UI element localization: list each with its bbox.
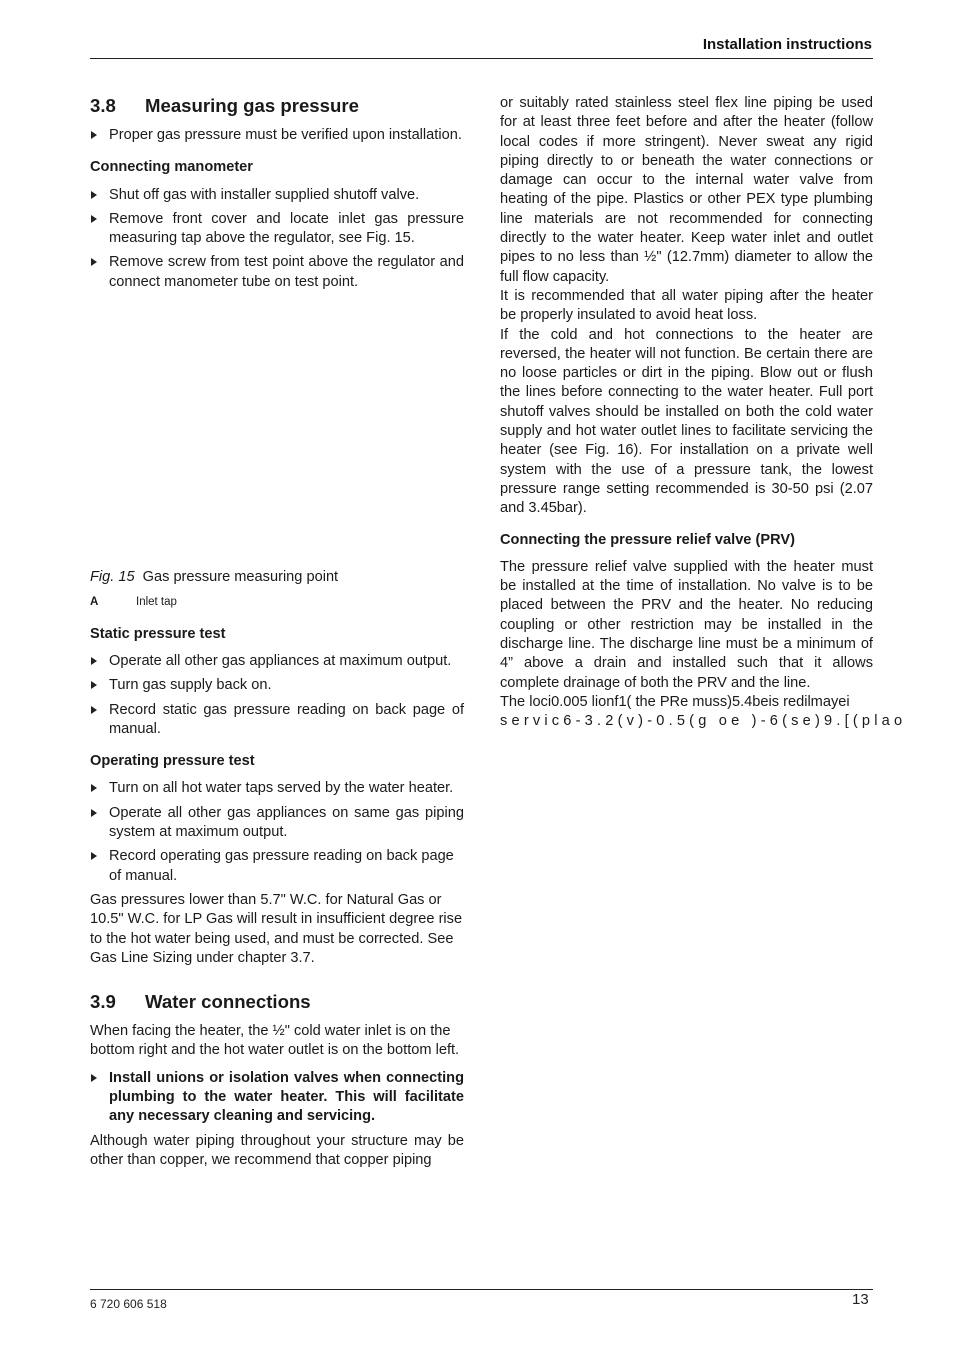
prv-paragraph: The pressure relief valve supplied with the heater must be installed at the time of installation. No valve is to be placed between the PRV and the heater. No reducing coupling or other restriction may be installed in the discharge line. The discharge line must be a minimum of 4” above a drain and installed such that it allows complete drainage of both the PRV and the line. (500, 558, 873, 691)
bullet-arrow-icon (91, 131, 97, 139)
bullet-list (90, 186, 464, 292)
legend-text: Inlet tap (136, 596, 177, 609)
list-item: Operate all other gas appliances at maximum output. (90, 652, 464, 671)
bullet-arrow-icon (91, 784, 97, 792)
bullet-arrow-icon (91, 1074, 97, 1082)
garbled-text-line: The loci0.005 lionf1( the PRe muss)5.4beis redilmayei (500, 693, 850, 710)
figure-label: Fig. 15 (90, 569, 135, 586)
list-item: Shut off gas with installer supplied shutoff valve. (90, 186, 464, 205)
figure-placeholder (90, 297, 464, 568)
subheading-operating-pressure-test: Operating pressure test (90, 753, 255, 770)
section-3-9-heading (90, 990, 464, 1014)
bullet-arrow-icon (91, 258, 97, 266)
left-column (90, 94, 464, 1170)
bullet-list (90, 652, 464, 739)
legend-key: A (90, 596, 99, 609)
bullet-list (90, 1069, 464, 1127)
copper-piping-paragraph: Although water piping throughout your structure may be other than copper, we recommend that copper piping (90, 1132, 464, 1168)
page-number: 13 (852, 1291, 869, 1308)
piping-paragraph: or suitably rated stainless steel flex line piping be used for at least three feet before and after the heater (follow local codes if more stringent). Never sweat any rigid piping directly to or beneath the water connections or damage can occur to the internal water valve from heating of the pipe. Plastics or other PEX type plumbing line materials are not recommended for connecting directly to the water heater. Keep water inlet and outlet pipes to no less than ½" (12.7mm) diameter to allow the full flow capacity. (500, 95, 873, 285)
header-title: Installation instructions (702, 36, 872, 53)
list-item: Record operating gas pressure reading on back page of manual. (90, 847, 464, 886)
list-item: Proper gas pressure must be verified upon installation. (90, 126, 464, 145)
gas-pressure-paragraph: Gas pressures lower than 5.7" W.C. for Natural Gas or 10.5" W.C. for LP Gas will result in insufficient degree rise to the hot water being used, and must be corrected. See Gas Line Sizing under chapter 3.7. (90, 891, 463, 966)
figure-caption (90, 568, 464, 587)
list-item: Remove front cover and locate inlet gas pressure measuring tap above the regulator, see Fig. 15. (90, 210, 464, 249)
connections-reversed-paragraph: If the cold and hot connections to the heater are reversed, the heater will not function. Be certain there are no loose particles or dirt in the piping. Blow out or flush the lines before connecting to the water heater. Full port shutoff valves should be installed on both the cold water supply and hot water outlet lines to facilitate servicing the heater (see Fig. 16). For installation on a private well system with the use of a pressure tank, the lowest pressure range setting recommended is 30-50 psi (2.07 and 3.45bar). (500, 326, 873, 517)
header-rule (90, 58, 873, 59)
water-connections-paragraph: When facing the heater, the ½" cold water inlet is on the bottom right and the hot water outlet is on the bottom left. (90, 1023, 460, 1059)
figure-legend (90, 593, 464, 612)
list-item: Install unions or isolation valves when connecting plumbing to the water heater. This will facilitate any necessary cleaning and servicing. (90, 1069, 464, 1127)
section-3-8-heading (90, 94, 464, 118)
section-title: Measuring gas pressure (145, 95, 359, 116)
list-item: Remove screw from test point above the regulator and connect manometer tube on test point. (90, 253, 464, 292)
insulation-paragraph: It is recommended that all water piping after the heater be properly insulated to avoid heat loss. (500, 287, 873, 324)
subheading-prv: Connecting the pressure relief valve (PRV) (500, 531, 795, 548)
list-item: Turn gas supply back on. (90, 676, 464, 695)
subheading-static-pressure-test: Static pressure test (90, 625, 226, 642)
bullet-arrow-icon (91, 706, 97, 714)
garbled-text-line: servic6-3.2(v)-0.5(g oe )-6(se)9.[(plao (500, 713, 907, 730)
list-item: Record static gas pressure reading on back page of manual. (90, 701, 464, 740)
section-title: Water connections (145, 991, 311, 1013)
section-number: 3.9 (90, 991, 116, 1013)
bullet-arrow-icon (91, 657, 97, 665)
right-column (500, 94, 907, 732)
bullet-arrow-icon (91, 852, 97, 860)
subheading-connecting-manometer: Connecting manometer (90, 159, 253, 176)
section-number: 3.8 (90, 95, 116, 116)
figure-caption-text: Gas pressure measuring point (142, 569, 339, 586)
bullet-arrow-icon (91, 681, 97, 689)
list-item: Operate all other gas appliances on same gas piping system at maximum output. (90, 804, 464, 843)
bullet-arrow-icon (91, 215, 97, 223)
document-number: 6 720 606 518 (90, 1297, 167, 1311)
bullet-arrow-icon (91, 809, 97, 817)
bullet-list (90, 126, 464, 145)
footer-rule (90, 1289, 873, 1290)
list-item: Turn on all hot water taps served by the water heater. (90, 779, 464, 798)
bullet-list (90, 779, 464, 885)
bullet-arrow-icon (91, 191, 97, 199)
